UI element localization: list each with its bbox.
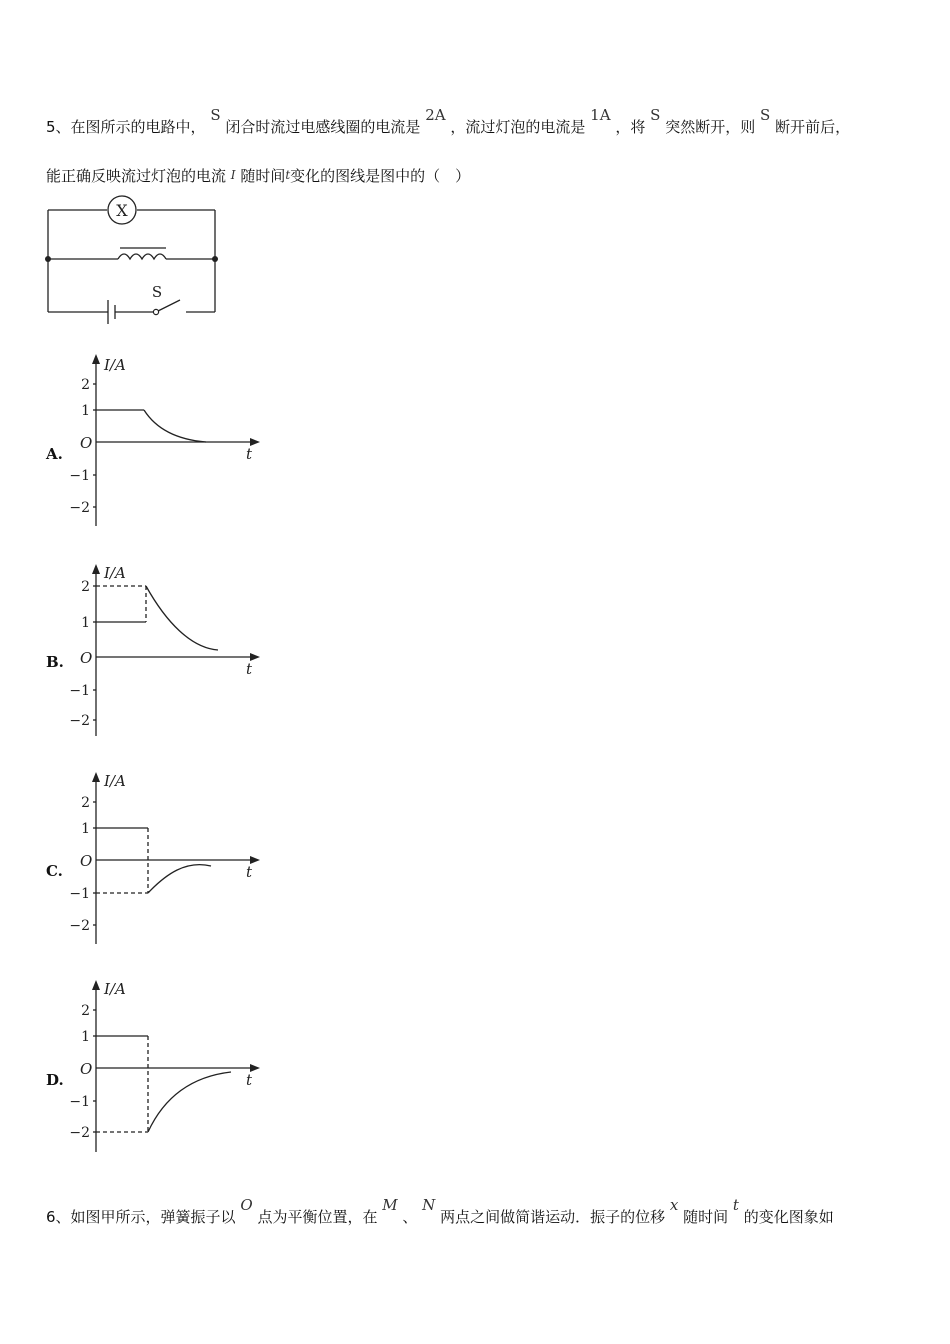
x-axis-label: t <box>246 863 253 881</box>
tick-label: −2 <box>69 713 90 729</box>
var-s: S <box>760 106 771 124</box>
y-arrow-icon <box>92 564 100 574</box>
tick-label: 1 <box>81 403 90 419</box>
y-axis-label: I/A <box>104 564 126 582</box>
origin-label: O <box>80 649 93 667</box>
q6-text: 随时间 <box>683 1208 729 1226</box>
decay-curve <box>148 865 211 893</box>
option-a-label[interactable]: A. <box>46 445 63 463</box>
origin-label: O <box>80 1060 93 1078</box>
tick-label: 1 <box>81 1029 90 1045</box>
y-axis-label: I/A <box>104 980 126 998</box>
decay-curve <box>148 1072 231 1132</box>
var-n: N <box>422 1196 436 1214</box>
tick-label: −1 <box>69 886 90 902</box>
tick-label: 2 <box>81 377 90 393</box>
x-axis-label: t <box>246 660 253 678</box>
value-1a: 1A <box>590 106 611 124</box>
q5-text: ，流过灯泡的电流是 <box>450 118 586 136</box>
tick-label: 2 <box>81 1003 90 1019</box>
origin-label: O <box>80 852 93 870</box>
q5-text: 随时间 <box>240 167 286 185</box>
y-arrow-icon <box>92 980 100 990</box>
tick-label: −2 <box>69 500 90 516</box>
var-i: I <box>230 168 236 182</box>
var-s: S <box>210 106 221 124</box>
y-axis-label: I/A <box>104 356 126 374</box>
tick-label: 1 <box>81 821 90 837</box>
var-t: t <box>732 1196 739 1214</box>
q5-line-2 <box>46 165 470 186</box>
tick-label: −1 <box>69 683 90 699</box>
q5-text: 闭合时流过电感线圈的电流是 <box>225 118 421 136</box>
q6-text: 如图甲所示，弹簧振子以 <box>70 1208 236 1226</box>
origin-label: O <box>80 434 93 452</box>
q5-line-1 <box>46 106 851 137</box>
option-d-graph <box>66 978 266 1156</box>
switch-contact-icon <box>153 309 158 314</box>
q6-text: 两点之间做简谐运动．振子的位移 <box>440 1208 666 1226</box>
value-2a: 2A <box>425 106 446 124</box>
x-axis-label: t <box>246 445 253 463</box>
decay-curve <box>146 586 218 650</box>
lamp-label: X <box>116 201 128 220</box>
decay-curve <box>144 410 206 442</box>
q6-line-1 <box>46 1196 834 1227</box>
option-a-graph <box>66 352 266 530</box>
y-arrow-icon <box>92 772 100 782</box>
tick-label: −1 <box>69 1094 90 1110</box>
tick-label: 2 <box>81 579 90 595</box>
y-arrow-icon <box>92 354 100 364</box>
junction-dot <box>45 256 51 262</box>
q5-text: 在图所示的电路中， <box>70 118 206 136</box>
option-b-label[interactable]: B. <box>46 653 64 671</box>
tick-label: −1 <box>69 468 90 484</box>
q5-text: 能正确反映流过灯泡的电流 <box>46 167 227 185</box>
var-o: O <box>240 1196 253 1214</box>
option-c-label[interactable]: C. <box>46 862 63 880</box>
var-t: t <box>285 168 291 182</box>
tick-label: 2 <box>81 795 90 811</box>
tick-label: 1 <box>81 615 90 631</box>
y-axis-label: I/A <box>104 772 126 790</box>
switch-label: S <box>151 283 163 301</box>
circuit-diagram <box>40 192 230 332</box>
q5-text: 突然断开，则 <box>665 118 756 136</box>
option-d-label[interactable]: D. <box>46 1071 64 1089</box>
var-m: M <box>382 1196 398 1214</box>
tick-label: −2 <box>69 918 90 934</box>
tick-label: −2 <box>69 1125 90 1141</box>
option-b-graph <box>66 562 266 740</box>
option-c-graph <box>66 770 266 948</box>
x-axis-label: t <box>246 1071 253 1089</box>
var-s: S <box>650 106 661 124</box>
q6-text: 点为平衡位置，在 <box>257 1208 378 1226</box>
var-x: x <box>669 1196 679 1214</box>
q5-number: 5、 <box>46 118 71 136</box>
q6-text: 的变化图象如 <box>743 1208 834 1226</box>
q5-text: ，将 <box>615 118 646 136</box>
q6-number: 6、 <box>46 1208 71 1226</box>
q5-text: 断开前后， <box>775 118 851 136</box>
q6-text: 、 <box>402 1208 418 1226</box>
junction-dot <box>212 256 218 262</box>
q5-text: 变化的图线是图中的（ ） <box>290 167 471 185</box>
